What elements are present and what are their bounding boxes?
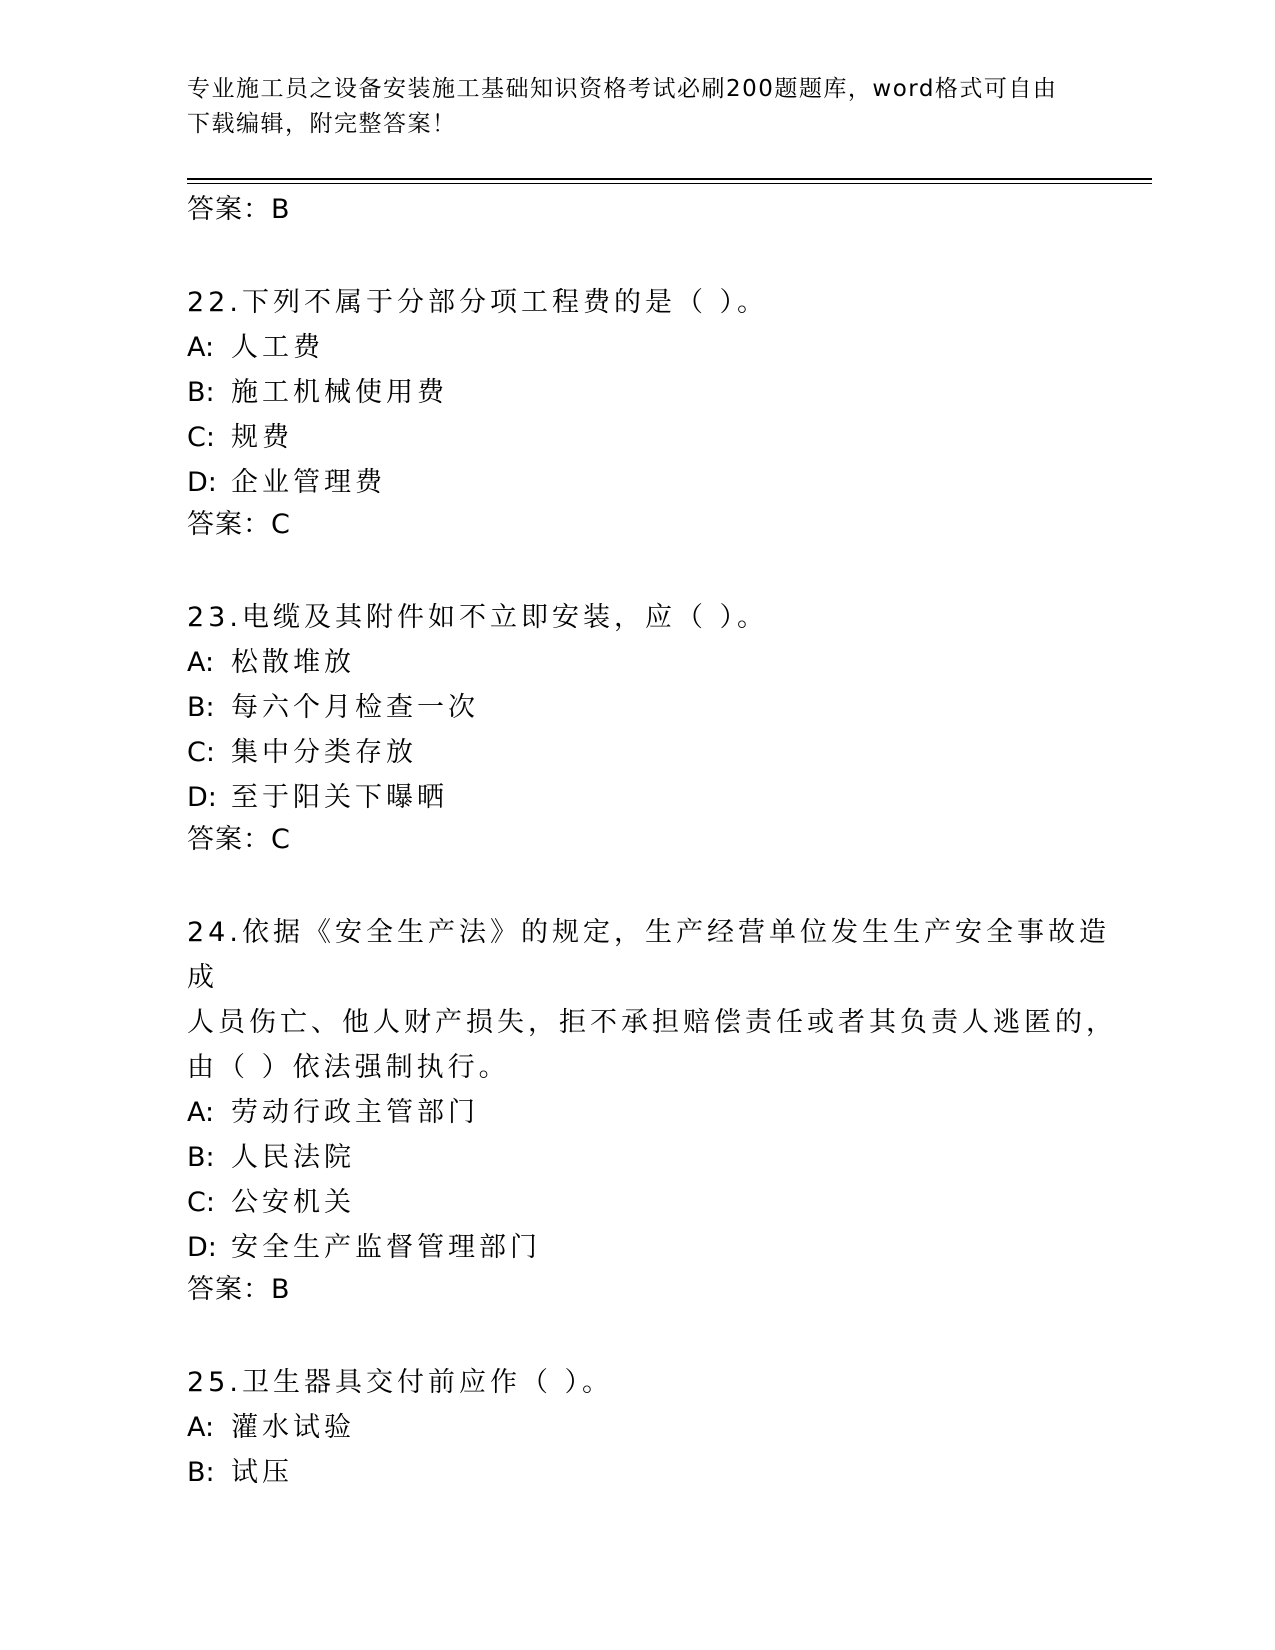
option-text: 灌水试验: [231, 1412, 355, 1443]
header-divider-thick: [187, 178, 1152, 180]
question-list: [187, 190, 1137, 1495]
answer-23: 答案：C: [187, 824, 291, 855]
option-text: 每六个月检查一次: [231, 692, 479, 723]
option-text: 人工费: [231, 332, 324, 363]
option-key: A:: [187, 1097, 215, 1128]
option-key: B:: [187, 1142, 215, 1173]
header-divider-thin: [187, 183, 1152, 184]
option-b: [187, 1450, 1137, 1495]
header-line-2: 下载编辑，附完整答案！: [187, 111, 457, 137]
question-text: 23.电缆及其附件如不立即安装，应（ ）。: [187, 602, 769, 633]
question-text-line-3: 由（ ）依法强制执行。: [187, 1052, 510, 1083]
header-line-1: 专业施工员之设备安装施工基础知识资格考试必刷200题题库，word格式可自由: [187, 76, 1058, 102]
option-key: C:: [187, 737, 215, 768]
option-text: 至于阳关下曝晒: [231, 782, 448, 813]
option-text: 人民法院: [231, 1142, 355, 1173]
answer-21: 答案：B: [187, 194, 291, 225]
option-a: [187, 1405, 1137, 1450]
option-a: [187, 640, 1137, 685]
document-header: [187, 72, 1067, 142]
option-c: [187, 730, 1137, 775]
question-25: [187, 1360, 1137, 1495]
option-key: B:: [187, 377, 215, 408]
question-23: [187, 595, 1137, 860]
option-d: [187, 1225, 1137, 1270]
option-key: B:: [187, 692, 215, 723]
question-text-line-2: 人员伤亡、他人财产损失，拒不承担赔偿责任或者其负责人逃匿的，: [187, 1007, 1117, 1038]
option-text: 施工机械使用费: [231, 377, 448, 408]
option-c: [187, 1180, 1137, 1225]
option-b: [187, 370, 1137, 415]
question-text: 22.下列不属于分部分项工程费的是（ ）。: [187, 287, 769, 318]
option-c: [187, 415, 1137, 460]
option-key: C:: [187, 1187, 215, 1218]
option-text: 松散堆放: [231, 647, 355, 678]
option-d: [187, 460, 1137, 505]
option-key: D:: [187, 1232, 217, 1263]
question-text: 25.卫生器具交付前应作（ ）。: [187, 1367, 614, 1398]
question-24: [187, 910, 1137, 1310]
option-text: 安全生产监督管理部门: [231, 1232, 541, 1263]
question-22: [187, 280, 1137, 545]
option-key: A:: [187, 647, 215, 678]
option-b: [187, 685, 1137, 730]
question-text-line-1: 24.依据《安全生产法》的规定，生产经营单位发生生产安全事故造成: [187, 917, 1110, 993]
option-key: A:: [187, 1412, 215, 1443]
option-text: 规费: [231, 422, 293, 453]
option-a: [187, 325, 1137, 370]
option-a: [187, 1090, 1137, 1135]
option-text: 试压: [231, 1457, 293, 1488]
option-key: D:: [187, 782, 217, 813]
option-text: 企业管理费: [231, 467, 386, 498]
option-key: C:: [187, 422, 215, 453]
option-key: D:: [187, 467, 217, 498]
option-key: B:: [187, 1457, 215, 1488]
option-text: 劳动行政主管部门: [231, 1097, 479, 1128]
option-text: 集中分类存放: [231, 737, 417, 768]
option-b: [187, 1135, 1137, 1180]
option-key: A:: [187, 332, 215, 363]
option-text: 公安机关: [231, 1187, 355, 1218]
option-d: [187, 775, 1137, 820]
answer-24: 答案：B: [187, 1274, 291, 1305]
answer-22: 答案：C: [187, 509, 291, 540]
